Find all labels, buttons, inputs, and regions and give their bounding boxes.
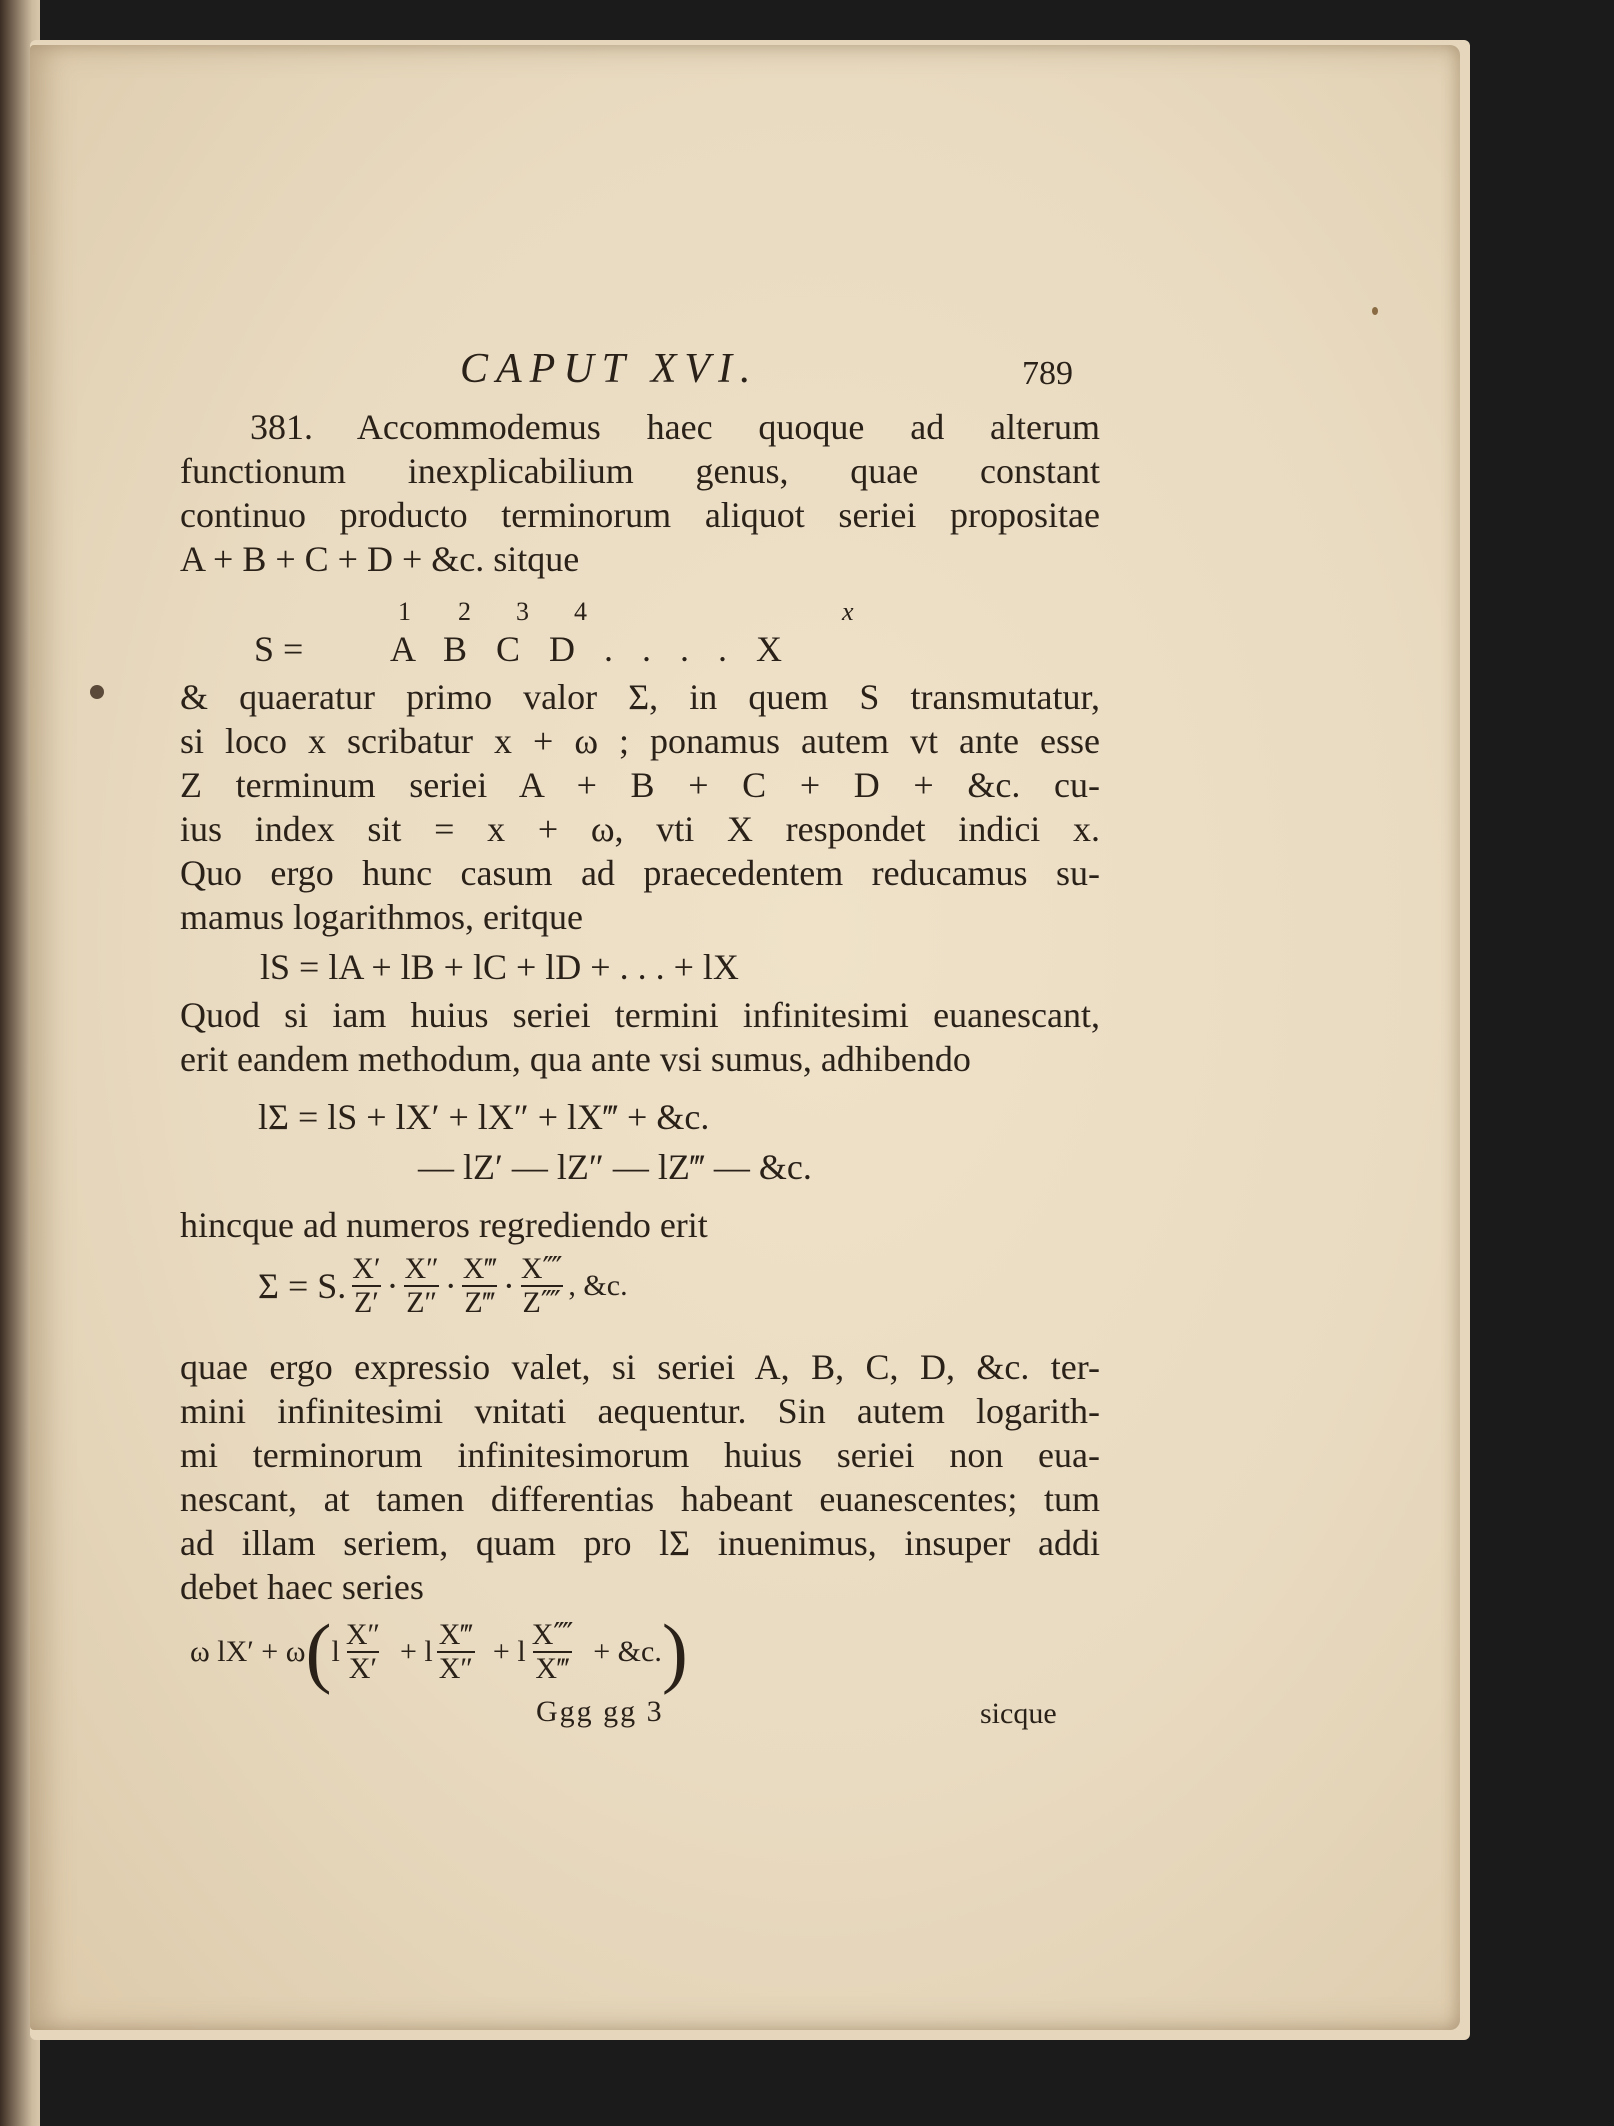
index-1: 1 [398, 597, 411, 626]
equation-sigma-1: lΣ = lS + lX′ + lX″ + lX‴ + &c. [258, 1097, 710, 1137]
index-2: 2 [458, 597, 471, 626]
right-paren: ) [661, 1608, 688, 1695]
signature-mark: Ggg gg 3 [536, 1695, 664, 1728]
equation-S-lhs: S = [254, 629, 304, 669]
product-dot: · [444, 1266, 457, 1306]
denominator: Z′ [353, 1286, 379, 1319]
page-title: CAPUT XVI. [460, 346, 759, 392]
denominator: Z″ [406, 1286, 438, 1319]
equation-product-lhs: Σ = S. [258, 1266, 347, 1306]
text-block-1 [180, 405, 1100, 581]
numerator: X‴ [438, 1618, 473, 1651]
text-line: quae ergo expressio valet, si seriei A, B, C, D, &c. ter- [180, 1347, 1100, 1387]
fraction [519, 1253, 565, 1319]
equation-final [190, 1608, 688, 1695]
equation-log: lS = lA + lB + lC + lD + . . . + lX [260, 947, 739, 987]
text-line: nescant, at tamen differentias habeant euanescentes; tum [180, 1479, 1100, 1519]
text-line: mi terminorum infinitesimorum huius seriei non eua- [180, 1435, 1100, 1475]
book-page [30, 45, 1460, 2030]
text-line: Quod si iam huius seriei termini infinitesimi euanescant, [180, 995, 1100, 1035]
catchword: sicque [980, 1697, 1057, 1730]
fraction [530, 1619, 576, 1685]
text-block-3 [180, 993, 1100, 1081]
text-line: hincque ad numeros regrediendo erit [180, 1205, 708, 1245]
text-line: ad illam seriem, quam pro lΣ inuenimus, insuper addi [180, 1523, 1100, 1563]
paper-speck [90, 685, 104, 699]
text-line: ius index sit = x + ω, vti X respondet indici x. [180, 809, 1100, 849]
numerator: X⁗ [520, 1252, 563, 1285]
log-prefix: l [331, 1635, 340, 1668]
text-line: mini infinitesimi vnitati aequentur. Sin autem logarith- [180, 1391, 1100, 1431]
denominator: X″ [438, 1652, 473, 1685]
numerator: X′ [352, 1252, 381, 1285]
equation-product-tail: , &c. [568, 1269, 628, 1302]
log-prefix: + l [399, 1635, 433, 1668]
text-line: si loco x scribatur x + ω ; ponamus autem vt ante esse [180, 721, 1100, 761]
text-line: functionum inexplicabilium genus, quae constant [180, 451, 1100, 491]
denominator: X′ [348, 1652, 378, 1685]
product-dot: · [386, 1266, 399, 1306]
numerator: X⁗ [531, 1618, 574, 1651]
index-x: x [842, 597, 854, 626]
text-block-2 [180, 675, 1100, 939]
equation-final-tail: + &c. [593, 1635, 662, 1668]
numerator: X‴ [462, 1252, 497, 1285]
fraction [350, 1253, 382, 1319]
page-number: 789 [1022, 355, 1073, 392]
text-line: erit eandem methodum, qua ante vsi sumus, adhibendo [180, 1039, 971, 1079]
fraction [437, 1619, 475, 1685]
log-prefix: + l [492, 1635, 526, 1668]
text-line: 381. Accommodemus haec quoque ad alterum [250, 407, 1100, 447]
denominator: Z‴ [464, 1286, 496, 1319]
fraction [461, 1253, 499, 1319]
numerator: X″ [345, 1618, 380, 1651]
text-line: Z terminum seriei A + B + C + D + &c. cu- [180, 765, 1100, 805]
denominator: X‴ [535, 1652, 570, 1685]
index-3: 3 [516, 597, 529, 626]
text-line: debet haec series [180, 1567, 424, 1607]
index-4: 4 [574, 597, 587, 626]
denominator: Z⁗ [522, 1286, 561, 1319]
equation-final-lead: ω lX′ + ω [190, 1635, 306, 1668]
text-block-5 [180, 1345, 1100, 1609]
text-line: Quo ergo hunc casum ad praecedentem reducamus su- [180, 853, 1100, 893]
fraction [403, 1253, 441, 1319]
numerator: X″ [404, 1252, 439, 1285]
text-line: continuo producto terminorum aliquot seriei propositae [180, 495, 1100, 535]
text-line: & quaeratur primo valor Σ, in quem S transmutatur, [180, 677, 1100, 717]
equation-sigma-2: — lZ′ — lZ″ — lZ‴ — &c. [418, 1147, 812, 1187]
product-dot: · [502, 1266, 515, 1306]
equation-S-body: A B C D . . . . X [390, 629, 793, 669]
text-line: mamus logarithmos, eritque [180, 897, 583, 937]
text-line: A + B + C + D + &c. sitque [180, 539, 580, 579]
equation-product [258, 1253, 628, 1319]
left-paren: ( [305, 1608, 332, 1695]
paper-speck [1372, 307, 1378, 315]
fraction [344, 1619, 382, 1685]
